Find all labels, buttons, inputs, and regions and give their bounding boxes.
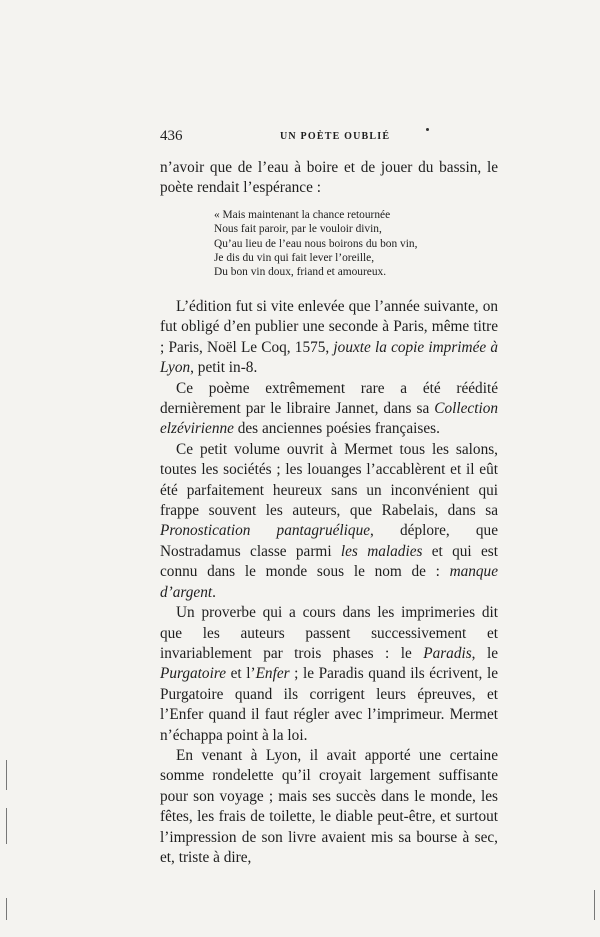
running-title: UN POÈTE OUBLIÉ (280, 131, 391, 142)
paragraph-italic: Purgatoire (160, 665, 226, 683)
paragraph-italic: jouxte la copie imprimée à Lyon (160, 338, 498, 377)
paragraph-reedition (160, 379, 498, 440)
ink-speck (426, 128, 429, 131)
verse-line: « Mais maintenant la chance retournée (214, 209, 391, 221)
paragraph-italic: Pronostication pantagruélique (160, 522, 371, 540)
paragraph-salons (160, 440, 498, 603)
margin-scan-mark (6, 760, 7, 790)
paragraph-text: , le (471, 644, 498, 662)
paragraph-italic: manque d’argent (160, 563, 498, 601)
verse-line: Je dis du vin qui fait lever l’oreille, (214, 251, 375, 264)
paragraph-text: Ce petit volume ouvrit à Mermet tous les salons, toutes les sociétés ; les louanges l’accablèrent et il eût été parfaitement heureux sans un inconvénient qui frappe souvent les auteurs, que Rabelais, dans sa (160, 440, 498, 520)
paragraph-text: ; le Paradis quand ils écrivent, le Purgatoire quand ils corrigent leurs épreuves, et l’Enfer quand il faut régler avec l’imprimeur. Mermet n’échappa point à la loi. (160, 665, 498, 744)
opening-line-1: n’avoir que de l’eau à boire et de jouer du bassin, le (160, 159, 498, 176)
paragraph-italic: Collection elzévirienne (160, 400, 498, 438)
margin-scan-mark (6, 808, 7, 844)
margin-scan-mark (594, 890, 595, 920)
paragraph-text: En venant à Lyon, il avait apporté une certaine somme rondelette qu’il croyait largement suffisante pour son voyage ; mais ses succès dans le monde, les fêtes, les frais de toilette, le diable peut-être, et surtout l’impression de son livre avaient mis sa bourse à sec, et, triste à dire, (160, 746, 498, 866)
verse-quotation (214, 208, 417, 279)
verse-line: Nous fait paroir, par le vouloir divin, (214, 223, 382, 236)
paragraph-text: , petit in-8. (190, 359, 258, 377)
paragraph-text: et qui est connu dans le monde sous le nom de : (160, 542, 498, 581)
paragraph-edition (160, 297, 498, 379)
page-number: 436 (160, 128, 183, 144)
paragraph-lyon (160, 746, 498, 868)
page-header (160, 128, 500, 150)
paragraph-italic: Paradis (423, 644, 472, 662)
paragraph-text: L’édition fut si vite enlevée que l’année suivante, on fut obligé d’en publier une seconde à Paris, même titre ; Paris, Noël Le Coq, 1575, (160, 298, 498, 356)
body-text (160, 297, 498, 868)
paragraph-text: Ce poème extrêmement rare a été réédité dernièrement par le libraire Jannet, dans sa (160, 379, 498, 418)
verse-line: Du bon vin doux, friand et amoureux. (214, 266, 387, 279)
margin-scan-mark (6, 898, 7, 920)
paragraph-text: . (212, 583, 216, 601)
paragraph-text: des anciennes poésies françaises. (233, 420, 440, 438)
opening-lines (160, 158, 498, 199)
paragraph-italic: les maladies (340, 542, 423, 560)
paragraph-text: Un proverbe qui a cours dans les imprimeries dit que les auteurs passent successivement et invariablement par trois phases : le (160, 604, 498, 662)
paragraph-proverb (160, 603, 498, 746)
paragraph-italic: Enfer (255, 665, 290, 683)
paragraph-text: et l’ (226, 665, 256, 683)
verse-line: Qu’au lieu de l’eau nous boirons du bon vin, (214, 237, 418, 250)
opening-line-2: poète rendait l’espérance : (160, 179, 321, 197)
paragraph-text: , déplore, que Nostradamus classe parmi (160, 522, 498, 560)
